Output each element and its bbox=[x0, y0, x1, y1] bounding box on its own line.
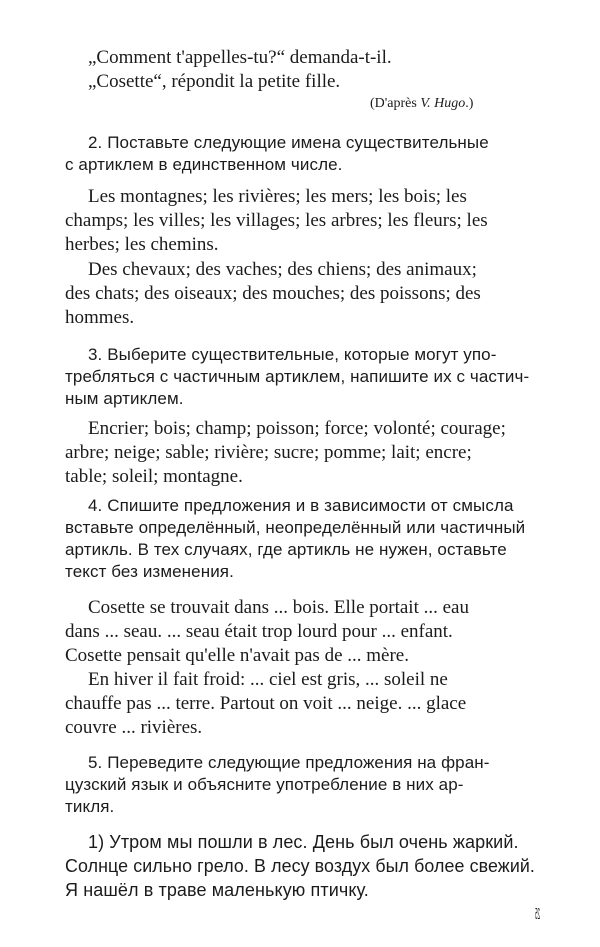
ex4-text-line: chauffe pas ... terre. Partout on voit ... neige. ... glace bbox=[65, 693, 467, 714]
quote-source: (D'après V. Hugo.) bbox=[370, 96, 474, 111]
ex4-text-line: Cosette pensait qu'elle n'avait pas de ... mère. bbox=[65, 645, 409, 666]
ex4-text-line: Cosette se trouvait dans ... bois. Elle portait ... eau bbox=[88, 597, 469, 618]
ex4-text-line: couvre ... rivières. bbox=[65, 717, 203, 738]
ex5-text-line: Солнце сильно грело. В лесу воздух был более свежий. bbox=[65, 856, 535, 876]
ex2-text-line: champs; les villes; les villages; les arbres; les fleurs; les bbox=[65, 210, 488, 231]
ex5-text-line: Я нашёл в траве маленькую птичку. bbox=[65, 880, 369, 900]
ex3-text-line: Encrier; bois; champ; poisson; force; volonté; courage; bbox=[88, 418, 506, 439]
ex4-instruction-line-2: вставьте определённый, неопределённый или частичный bbox=[65, 518, 526, 537]
ex2-text-line: herbes; les chemins. bbox=[65, 234, 219, 255]
ex2-text-line: Des chevaux; des vaches; des chiens; des animaux; bbox=[88, 259, 477, 280]
ex5-instruction-line-1: 5. Переведите следующие предложения на фран- bbox=[88, 753, 490, 772]
ex3-instruction-line-3: ным артиклем. bbox=[65, 389, 184, 408]
ex4-instruction-line-1: 4. Спишите предложения и в зависимости от смысла bbox=[88, 496, 514, 515]
ex2-instruction-line-2: с артиклем в единственном числе. bbox=[65, 155, 343, 174]
ex5-instruction-line-2: цузский язык и объясните употребление в них ар- bbox=[65, 775, 464, 794]
ex3-text-line: arbre; neige; sable; rivière; sucre; pomme; lait; encre; bbox=[65, 442, 472, 463]
quote-line-2: „Cosette“, répondit la petite fille. bbox=[88, 71, 341, 92]
ex4-instruction-line-4: текст без изменения. bbox=[65, 562, 234, 581]
ex2-instruction-line-1: 2. Поставьте следующие имена существительные bbox=[88, 133, 489, 152]
ex4-instruction-line-3: артикль. В тех случаях, где артикль не нужен, оставьте bbox=[65, 540, 507, 559]
ex4-text-line: dans ... seau. ... seau était trop lourd pour ... enfant. bbox=[65, 621, 453, 642]
ex5-instruction-line-3: тикля. bbox=[65, 797, 115, 816]
ex2-text-line: des chats; des oiseaux; des mouches; des poissons; des bbox=[65, 283, 481, 304]
quote-line-1: „Comment t'appelles-tu?“ demanda-t-il. bbox=[88, 47, 392, 68]
ex3-instruction-line-1: 3. Выберите существительные, которые могут упо- bbox=[88, 345, 497, 364]
ex5-text-line: 1) Утром мы пошли в лес. День был очень жаркий. bbox=[88, 832, 519, 852]
ex3-instruction-line-2: требляться с частичным артиклем, напишите их с частич- bbox=[65, 367, 530, 386]
ex2-text-line: hommes. bbox=[65, 307, 135, 328]
ex3-text-line: table; soleil; montagne. bbox=[65, 466, 243, 487]
ex2-text-line: Les montagnes; les rivières; les mers; les bois; les bbox=[88, 186, 467, 207]
page-number: 25 bbox=[535, 906, 540, 923]
ex4-text-line: En hiver il fait froid: ... ciel est gris, ... soleil ne bbox=[88, 669, 448, 690]
